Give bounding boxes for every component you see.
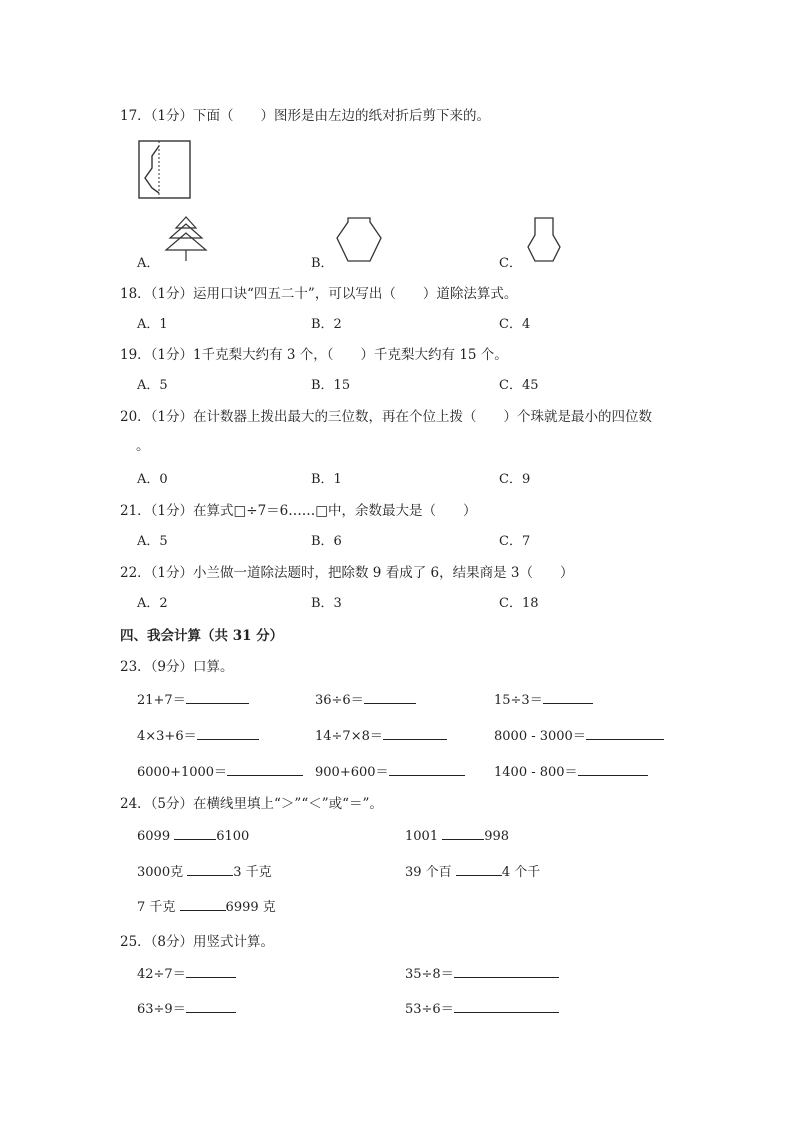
- q25-item-expr: 35÷8＝: [405, 967, 454, 982]
- q24-item: [405, 861, 540, 880]
- q23-item: [315, 725, 447, 744]
- q23-item-expr: 1400 - 800＝: [494, 765, 578, 780]
- q24-left: 7 千克: [137, 900, 180, 915]
- q23-item: [315, 761, 465, 780]
- q23-item-expr: 36÷6＝: [315, 693, 364, 708]
- answer-blank[interactable]: [186, 690, 249, 704]
- q21-text: 21．（1分）在算式□÷7＝6……□中，余数最大是（ ）: [120, 503, 477, 519]
- q21-option-c[interactable]: C．7: [499, 534, 531, 549]
- q20-option-a[interactable]: A．0: [137, 472, 168, 487]
- q21-option-a[interactable]: A．5: [137, 534, 168, 549]
- q23-item: [494, 725, 664, 744]
- q20-text-continuation: 。: [136, 438, 150, 454]
- q22-option-a[interactable]: A．2: [137, 596, 168, 611]
- answer-blank[interactable]: [586, 726, 664, 740]
- compare-blank[interactable]: [456, 862, 502, 876]
- compare-blank[interactable]: [187, 862, 233, 876]
- q24-right: 4 个千: [501, 865, 541, 880]
- q25-item: [137, 998, 236, 1017]
- q24-item: [137, 826, 249, 844]
- q18-option-b[interactable]: B．2: [311, 317, 342, 332]
- answer-blank[interactable]: [543, 690, 593, 704]
- compare-blank[interactable]: [442, 826, 484, 840]
- q23-item: [494, 761, 648, 780]
- q24-left: 39 个百: [405, 865, 456, 880]
- answer-blank[interactable]: [197, 726, 259, 740]
- answer-blank[interactable]: [454, 999, 559, 1013]
- q23-item-expr: 15÷3＝: [494, 693, 543, 708]
- q25-item: [405, 963, 559, 982]
- q23-item: [315, 689, 416, 708]
- answer-blank[interactable]: [364, 690, 416, 704]
- q24-item: [137, 896, 276, 915]
- q23-item: [137, 689, 249, 708]
- answer-blank[interactable]: [186, 964, 236, 978]
- q25-item-expr: 42÷7＝: [137, 967, 186, 982]
- compare-blank[interactable]: [180, 897, 226, 911]
- q24-right: 998: [484, 829, 510, 844]
- q24-item: [405, 826, 509, 844]
- q24-right: 6100: [216, 829, 250, 844]
- q24-right: 6999 克: [225, 900, 276, 915]
- q23-item-expr: 4×3+6＝: [137, 729, 197, 744]
- q20-text: 20．（1分）在计数器上拨出最大的三位数，再在个位上拨（ ）个珠就是最小的四位数: [120, 409, 653, 425]
- q24-right: 3 千克: [233, 865, 272, 880]
- q17-option-c[interactable]: C．: [499, 256, 522, 271]
- tree-shape-icon: [163, 215, 209, 263]
- answer-blank[interactable]: [227, 762, 303, 776]
- q23-item-expr: 8000 - 3000＝: [494, 729, 586, 744]
- q23-item: [137, 725, 259, 744]
- q24-left: 1001: [405, 829, 443, 844]
- q18-option-c[interactable]: C．4: [499, 317, 531, 332]
- compare-blank[interactable]: [174, 826, 216, 840]
- q24-left: 3000克: [137, 865, 188, 880]
- q23-text: 23．（9分）口算。: [120, 659, 234, 675]
- answer-blank[interactable]: [578, 762, 648, 776]
- answer-blank[interactable]: [186, 999, 236, 1013]
- q17-option-b[interactable]: B．: [311, 256, 334, 271]
- section-title: 四、我会计算（共 31 分）: [120, 628, 284, 644]
- q22-option-b[interactable]: B．3: [311, 596, 342, 611]
- q23-item-expr: 6000+1000＝: [137, 765, 228, 780]
- q22-text: 22．（1分）小兰做一道除法题时，把除数 9 看成了 6，结果商是 3（ ）: [120, 565, 574, 581]
- q24-left: 6099: [137, 829, 175, 844]
- q24-text: 24．（5分）在横线里填上“＞”“＜”或“＝”。: [120, 796, 383, 812]
- q25-text: 25．（8分）用竖式计算。: [120, 934, 275, 950]
- q25-item: [137, 963, 236, 982]
- q25-item-expr: 63÷9＝: [137, 1002, 186, 1017]
- answer-blank[interactable]: [389, 762, 465, 776]
- q23-item: [494, 689, 593, 708]
- q19-text: 19．（1分）1千克梨大约有 3 个，（ ）千克梨大约有 15 个。: [120, 347, 508, 363]
- q25-item-expr: 53÷6＝: [405, 1002, 454, 1017]
- q19-option-a[interactable]: A．5: [137, 378, 168, 393]
- q20-option-b[interactable]: B．1: [311, 472, 342, 487]
- folded-paper-figure: [138, 140, 192, 200]
- q23-item-expr: 21+7＝: [137, 693, 186, 708]
- q18-text: 18．（1分）运用口诀“四五二十”，可以写出（ ）道除法算式。: [120, 286, 518, 302]
- q19-option-b[interactable]: B．15: [311, 378, 351, 393]
- q17-text: 17．（1分）下面（ ）图形是由左边的纸对折后剪下来的。: [120, 108, 491, 124]
- q21-option-b[interactable]: B．6: [311, 534, 342, 549]
- bottle-shape-icon: [527, 217, 561, 263]
- q22-option-c[interactable]: C．18: [499, 596, 539, 611]
- q20-option-c[interactable]: C．9: [499, 472, 531, 487]
- answer-blank[interactable]: [383, 726, 447, 740]
- answer-blank[interactable]: [454, 964, 559, 978]
- q25-item: [405, 998, 559, 1017]
- q23-item: [137, 761, 303, 780]
- q19-option-c[interactable]: C．45: [499, 378, 539, 393]
- q18-option-a[interactable]: A．1: [137, 317, 168, 332]
- q23-item-expr: 14÷7×8＝: [315, 729, 383, 744]
- q24-item: [137, 861, 272, 880]
- q17-option-a[interactable]: A．: [137, 256, 160, 271]
- q23-item-expr: 900+600＝: [315, 765, 389, 780]
- hexagon-vase-shape-icon: [336, 217, 382, 263]
